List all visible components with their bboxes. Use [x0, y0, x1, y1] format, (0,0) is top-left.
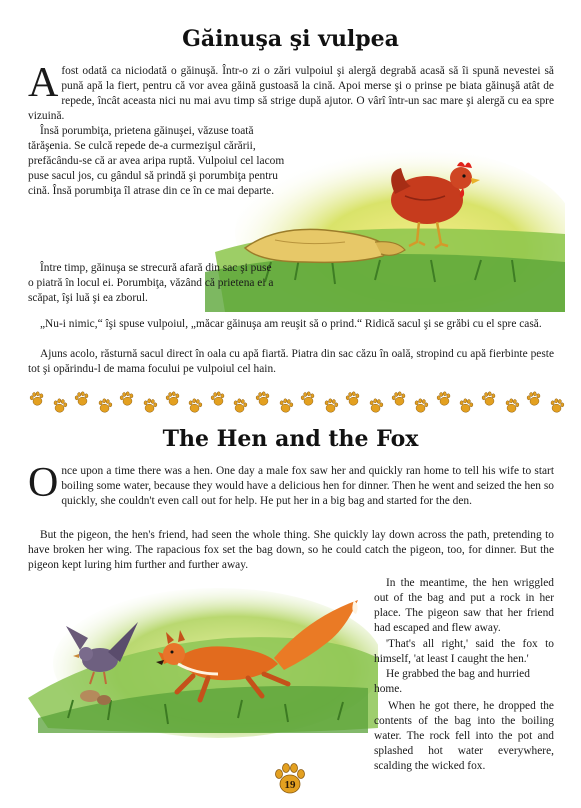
paw-icon [207, 388, 228, 409]
paw-icon [230, 395, 251, 416]
paw-icon [411, 395, 432, 416]
paw-icon [72, 388, 93, 409]
ro-paragraph-3: Între timp, găinuşa se strecură afară din sac şi puse o piatră în locul ei. Porumbiţa, văzând că prietena ei a scăpat, îşi luă şi ea zborul. [28, 262, 274, 305]
page-title-english: The Hen and the Fox [162, 426, 419, 452]
ro-paragraph-4: „Nu-i nimic,“ îşi spuse vulpoiul, „măcar găinuşa am reuşit să o prind.“ Ridică sacul şi se grăbi cu el spre casă. [40, 318, 542, 330]
en-paragraph-3: In the meantime, the hen wriggled out of the bag and put a rock in her place. The pigeon saw that her friend had escaped and flew away. [374, 577, 554, 635]
en-paragraph-1-text: nce upon a time there was a hen. One day a male fox saw her and quickly ran home to tell his wife to start boiling some water, because they would have a delicious hen for dinner. Then he went and seized the hen so quickly, she couldn't even call out for help. He put her in a big bag and started for the den. [61, 465, 554, 508]
en-paragraph-5: He grabbed the bag and hurried home. [374, 668, 530, 696]
paw-icon [139, 395, 160, 416]
page-title-romanian: Găinuşa şi vulpea [182, 26, 399, 52]
paw-icon [365, 395, 386, 416]
paw-icon [275, 395, 296, 416]
en-paragraph-6: When he got there, he dropped the contents of the bag into the boiling water. The rock fell into the pot and splashed hot water everywhere, scalding the wicked fox. [374, 700, 554, 773]
ro-paragraph-5: Ajuns acolo, răsturnă sacul direct în oala cu apă fiartă. Piatra din sac căzu în oală, stropind cu apă fierbinte peste tot şi opărindu-l de mama focului pe vulpoiul cel hain. [28, 348, 554, 376]
paw-icon [343, 388, 364, 409]
page-number: 19 [284, 779, 296, 791]
paw-icon [49, 395, 70, 416]
paw-icon [162, 388, 183, 409]
en-dropcap: O [28, 460, 59, 506]
paw-print-divider [28, 390, 558, 416]
paw-icon [524, 388, 545, 409]
page-number-badge [270, 762, 310, 796]
paw-icon [478, 388, 499, 409]
ro-paragraph-2: Însă porumbiţa, prietena găinuşei, văzuse toată tărăşenia. Se culcă repede de-a curmezişul cărării, prefăcându-se că ar avea aripa ruptă. Vulpoiul cel lacom puse sacul jos, cu gândul să prindă şi porumbiţa pentru cină. Însă porumbiţa îl atrase din ce în ce mai departe. [28, 125, 285, 198]
paw-icon [501, 395, 522, 416]
ro-paragraph-1-text: fost odată ca niciodată o găinuşă. Într-o zi o zări vulpoiul şi alergă degrabă acasă să îi spună nevestei să pună apă la fiert, pentru că vor avea găină gustoasă la cină. Apoi merse şi o prinse pe biata găinuşă atât de repede, încât aceasta nici nu mai avu timp să strige după ajutor. O vârî într-un sac mare şi alergă cu ea spre vizuină. [28, 65, 554, 123]
paw-icon [26, 388, 47, 409]
paw-icon [546, 395, 567, 416]
paw-icon [320, 395, 341, 416]
paw-icon [433, 388, 454, 409]
en-paragraph-4: 'That's all right,' said the fox to himself, 'at least I caught the hen.' [374, 638, 554, 666]
paw-icon [185, 395, 206, 416]
paw-icon [456, 395, 477, 416]
en-paragraph-1 [28, 460, 554, 509]
paw-icon [298, 388, 319, 409]
paw-icon [117, 388, 138, 409]
ro-paragraph-1 [28, 60, 554, 124]
paw-icon [94, 395, 115, 416]
en-paragraph-2: But the pigeon, the hen's friend, had seen the whole thing. She quickly lay down across the path, pretending to have broken her wing. The rapacious fox set the bag down, so he could catch the pigeon, too, for dinner. But the pigeon kept luring him further and further away. [28, 529, 554, 572]
ro-dropcap: A [28, 60, 59, 106]
fox-and-pigeon-illustration [28, 578, 378, 738]
paw-icon [388, 388, 409, 409]
paw-icon [252, 388, 273, 409]
